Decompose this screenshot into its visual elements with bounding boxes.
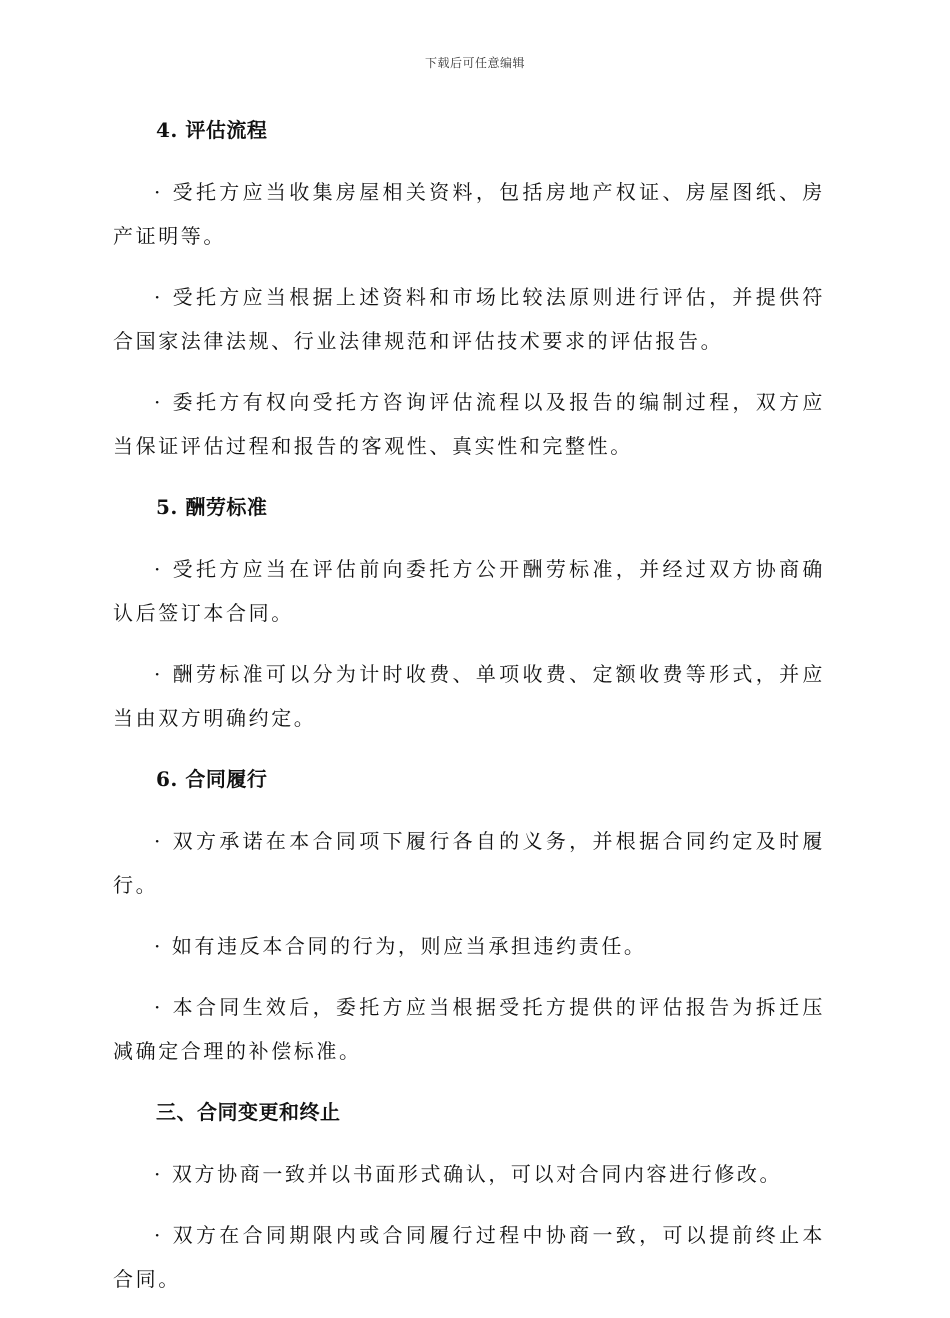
section-contract-performance [113,757,825,1073]
document-body [113,108,825,1318]
page-header: 下载后可任意编辑 [424,56,525,70]
paragraph: · 酬劳标准可以分为计时收费、单项收费、定额收费等形式，并应当由双方明确约定。 [113,662,825,730]
section-remuneration-standard [113,485,825,740]
section-heading: 4. 评估流程 [156,118,268,142]
section-heading: 三、合同变更和终止 [156,1100,341,1124]
paragraph: · 双方协商一致并以书面形式确认，可以对合同内容进行修改。 [154,1162,783,1186]
section-heading: 6. 合同履行 [156,767,268,791]
paragraph: · 如有违反本合同的行为，则应当承担违约责任。 [154,934,647,958]
section-heading: 5. 酬劳标准 [156,495,268,519]
paragraph: · 本合同生效后，委托方应当根据受托方提供的评估报告为拆迁压减确定合理的补偿标准。 [113,995,825,1063]
paragraph: · 受托方应当根据上述资料和市场比较法原则进行评估，并提供符合国家法律法规、行业法律规范和评估技术要求的评估报告。 [113,285,825,353]
paragraph: · 受托方应当在评估前向委托方公开酬劳标准，并经过双方协商确认后签订本合同。 [113,557,825,625]
section-contract-change-termination [113,1090,825,1301]
paragraph: · 受托方应当收集房屋相关资料，包括房地产权证、房屋图纸、房产证明等。 [113,180,825,248]
paragraph: · 双方承诺在本合同项下履行各自的义务，并根据合同约定及时履行。 [113,829,825,897]
section-evaluation-process [113,108,825,468]
paragraph: · 双方在合同期限内或合同履行过程中协商一致，可以提前终止本合同。 [113,1223,825,1291]
paragraph: · 委托方有权向受托方咨询评估流程以及报告的编制过程，双方应当保证评估过程和报告的客观性、真实性和完整性。 [113,390,825,458]
